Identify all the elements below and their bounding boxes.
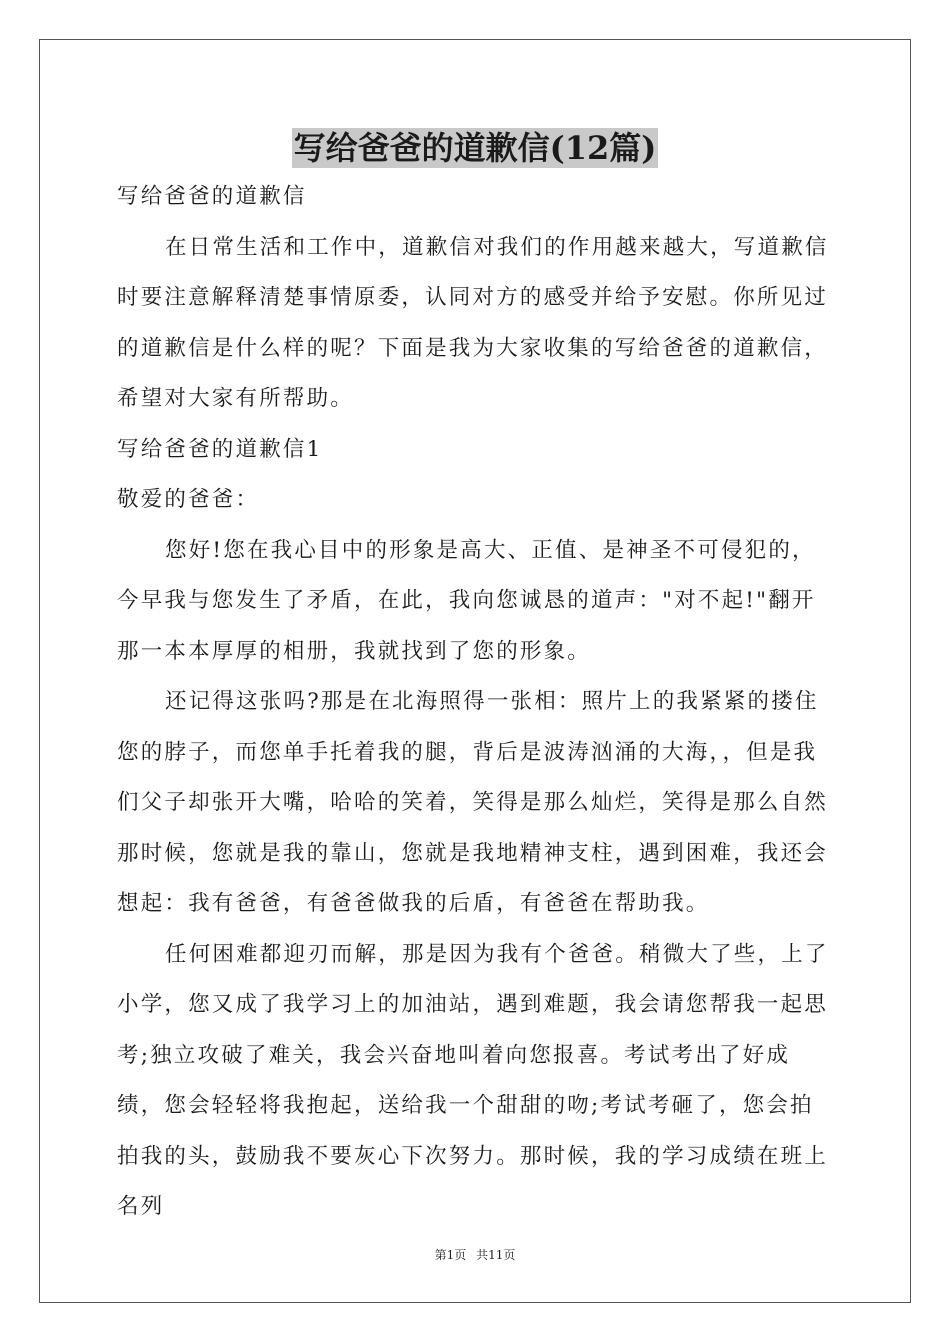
document-body xyxy=(117,172,837,1233)
intro-paragraph: 在日常生活和工作中，道歉信对我们的作用越来越大，写道歉信时要注意解释清楚事情原委，认同对方的感受并给予安慰。你所见过的道歉信是什么样的呢？下面是我为大家收集的写给爸爸的道歉信，希望对大家有所帮助。 xyxy=(117,234,829,411)
subtitle: 写给爸爸的道歉信 xyxy=(117,184,307,209)
letter-heading: 写给爸爸的道歉信1 xyxy=(117,436,323,462)
body-paragraph: 您好!您在我心目中的形象是高大、正值、是神圣不可侵犯的，今早我与您发生了矛盾，在此，我向您诚恳的道声："对不起!"翻开那一本本厚厚的相册，我就找到了您的形象。 xyxy=(117,537,816,664)
document-title: 写给爸爸的道歉信(12篇) xyxy=(293,129,657,167)
salutation: 敬爱的爸爸： xyxy=(117,487,260,512)
title-container xyxy=(0,128,950,168)
page-footer xyxy=(0,1246,950,1263)
body-paragraph: 还记得这张吗?那是在北海照得一张相：照片上的我紧紧的搂住您的脖子，而您单手托着我的腿，背后是波涛汹涌的大海，，但是我们父子却张开大嘴，哈哈的笑着，笑得是那么灿烂，笑得是那么自然那时候，您就是我的靠山，您就是我地精神支柱，遇到困难，我还会想起：我有爸爸，有爸爸做我的后盾，有爸爸在帮助我。 xyxy=(117,689,829,916)
page-number: 第1页 xyxy=(434,1248,467,1262)
body-paragraph: 任何困难都迎刃而解，那是因为我有个爸爸。稍微大了些，上了小学，您又成了我学习上的加油站，遇到难题，我会请您帮我一起思考;独立攻破了难关，我会兴奋地叫着向您报喜。考试考出了好成绩，您会轻轻将我抱起，送给我一个甜甜的吻;考试考砸了，您会拍拍我的头，鼓励我不要灰心下次努力。那时候，我的学习成绩在班上名列 xyxy=(117,941,829,1219)
page-total: 共11页 xyxy=(476,1248,516,1262)
